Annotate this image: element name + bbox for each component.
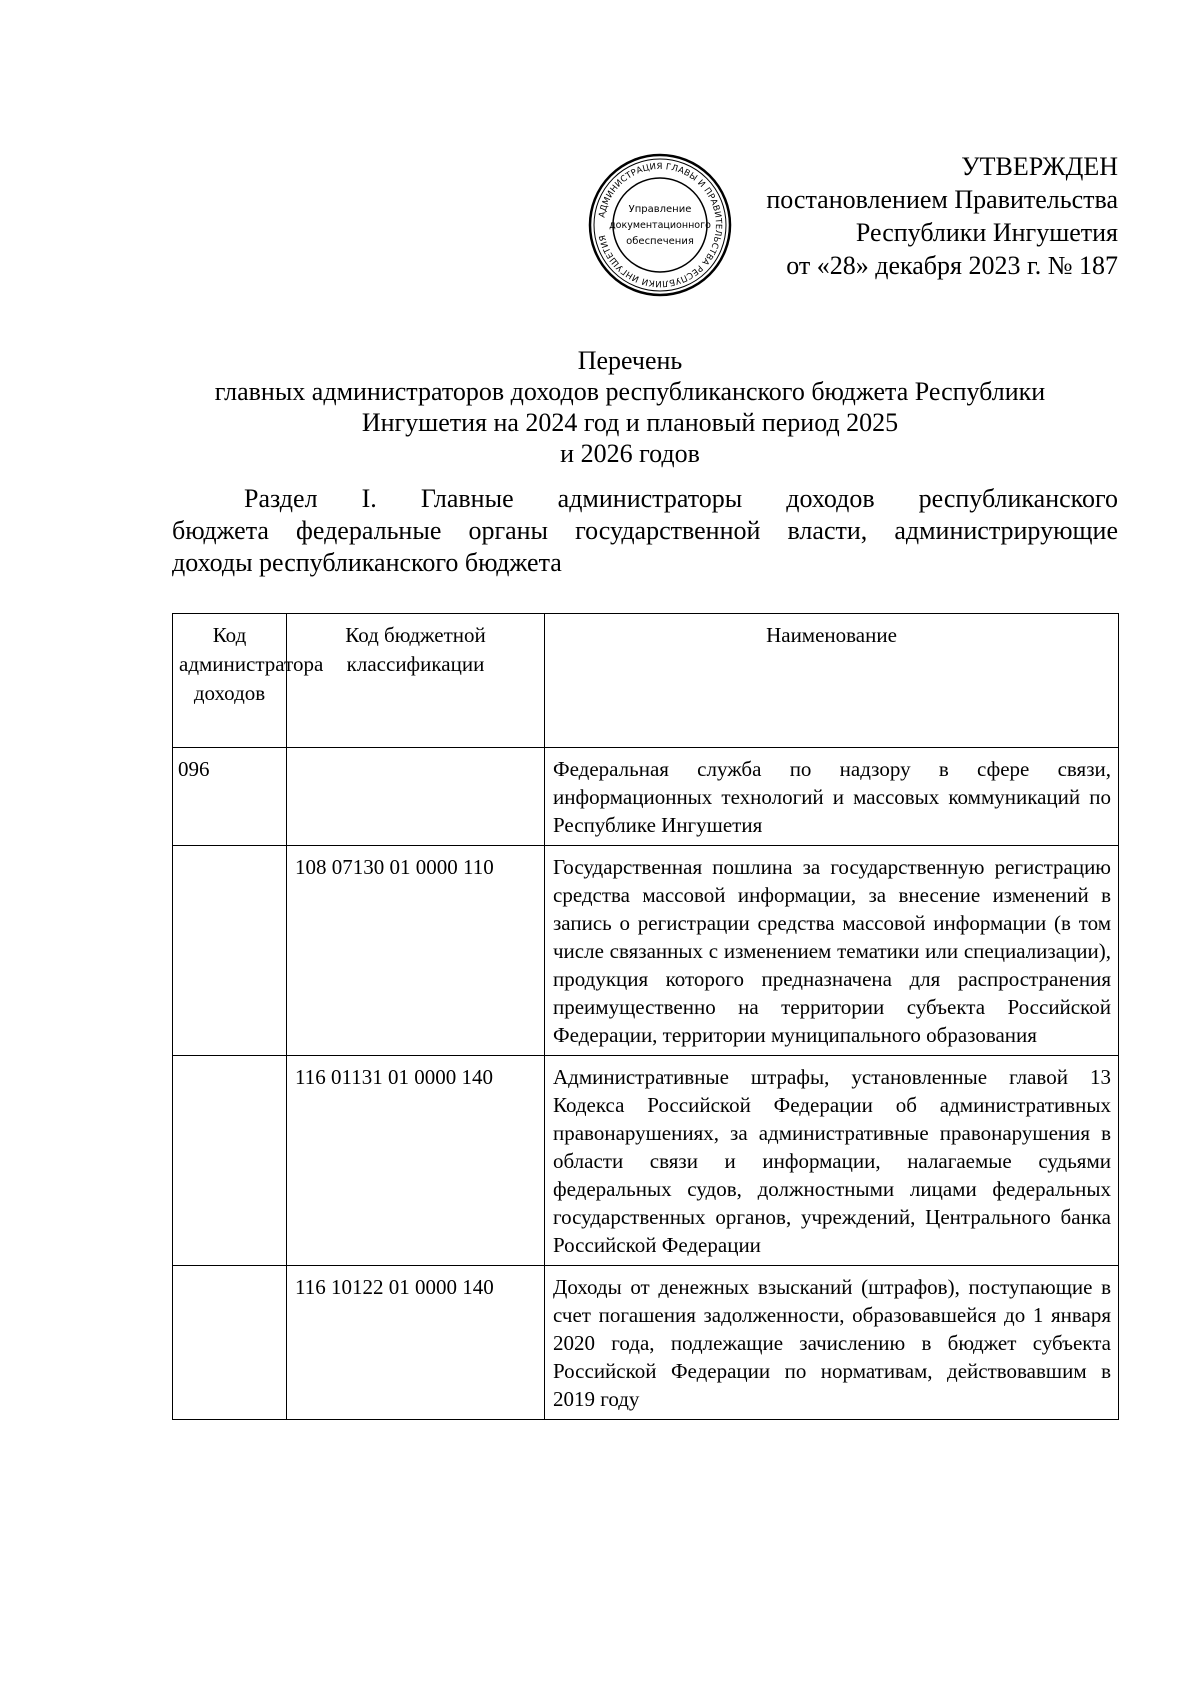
cell-name: Доходы от денежных взысканий (штрафов), поступающие в счет погашения задолженности, образовавшейся до 1 января 2020 года, подлежащие зачислению в бюджет субъекта Российской Федерации по нормативам, действовавшим в 2019 году [545, 1266, 1119, 1420]
cell-kbk [287, 748, 545, 846]
title-line: Перечень [577, 346, 683, 375]
approval-line: Республики Ингушетия [855, 218, 1118, 247]
cell-admin-code [173, 1266, 287, 1420]
section-line: доходы республиканского бюджета [172, 548, 562, 577]
cell-kbk: 116 10122 01 0000 140 [287, 1266, 545, 1420]
title-line: и 2026 годов [560, 439, 700, 468]
svg-text:документационного: документационного [609, 220, 711, 231]
cell-admin-code [173, 1056, 287, 1266]
header-name: Наименование [545, 614, 1119, 748]
svg-text:АДМИНИСТРАЦИЯ ГЛАВЫ И ПРАВИТЕЛ: АДМИНИСТРАЦИЯ ГЛАВЫ И ПРАВИТЕЛЬСТВА РЕСПУБЛИКИ ИНГУШЕТИЯ [597, 161, 724, 289]
table-row [173, 748, 1119, 846]
table-row [173, 1056, 1119, 1266]
cell-admin-code: 096 [173, 748, 287, 846]
cell-name: Федеральная служба по надзору в сфере связи, информационных технологий и массовых коммуникаций по Республике Ингушетия [545, 748, 1119, 846]
svg-text:обеспечения: обеспечения [626, 236, 694, 247]
document-title [140, 345, 1120, 469]
cell-kbk: 108 07130 01 0000 110 [287, 846, 545, 1056]
title-line: Ингушетия на 2024 год и плановый период 2025 [361, 408, 899, 437]
approval-line: постановлением Правительства [766, 185, 1118, 214]
title-line: главных администраторов доходов республиканского бюджета Республики [214, 377, 1046, 406]
cell-kbk: 116 01131 01 0000 140 [287, 1056, 545, 1266]
table-row [173, 1266, 1119, 1420]
section-line: Раздел I. Главные администраторы доходов республиканского [244, 484, 1118, 513]
svg-text:Управление: Управление [628, 204, 692, 215]
section-line: бюджета федеральные органы государственной власти, администрирующие [172, 516, 1118, 545]
table-header-row [173, 614, 1119, 748]
official-seal-icon [585, 150, 735, 300]
cell-admin-code [173, 846, 287, 1056]
approval-heading: УТВЕРЖДЕН [961, 152, 1118, 181]
header-admin-code: Код администратора доходов [173, 614, 287, 748]
table-row [173, 846, 1119, 1056]
approval-date-number: от «28» декабря 2023 г. № 187 [786, 251, 1118, 280]
revenue-administrators-table [172, 613, 1119, 1420]
section-heading [172, 483, 1118, 579]
cell-name: Государственная пошлина за государственную регистрацию средства массовой информации, за внесение изменений в запись о регистрации средства массовой информации (в том числе связанных с изменением тематики или специализации), продукция которого предназначена для распространения преимущественно на территории субъекта Российской Федерации, территории муниципального образования [545, 846, 1119, 1056]
cell-name: Административные штрафы, установленные главой 13 Кодекса Российской Федерации об административных правонарушениях, за административные правонарушения в области связи и информации, налагаемые судьями федеральных судов, должностными лицами федеральных государственных органов, учреждений, Центрального банка Российской Федерации [545, 1056, 1119, 1266]
approval-block [766, 150, 1118, 282]
header-kbk: Код бюджетной классификации [287, 614, 545, 748]
